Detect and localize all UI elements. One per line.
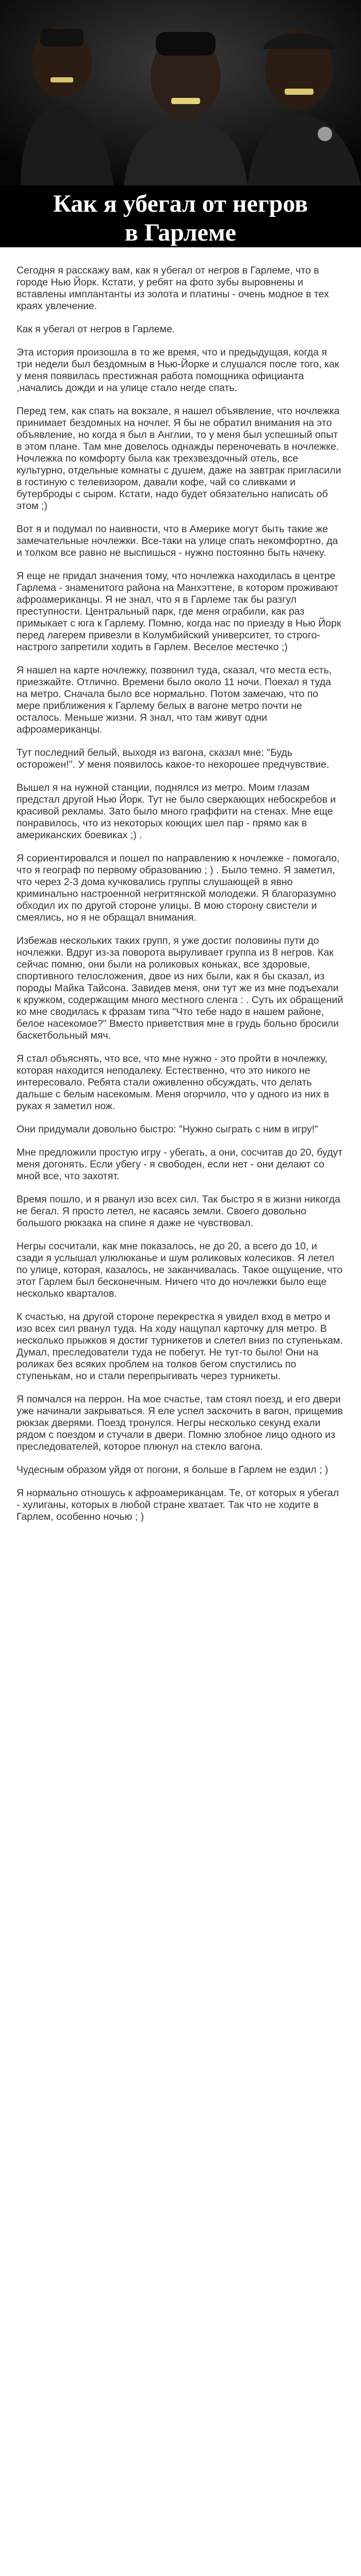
page-title bbox=[0, 190, 361, 247]
paragraph: Я нашел на карте ночлежку, позвонил туда, сказал, что места есть, приезжайте. Отлично. Времени было около 11 ночи. Поехал я туда на метро. Сначала было все нормально. Потом замечаю, что по мере приближения к Гарлему белых в вагоне метро почти не осталось. Меньше жизни. Я знал, что там живут одни афроамериканцы. bbox=[17, 665, 332, 735]
paragraph: Как я убегал от негров в Гарлеме. bbox=[17, 324, 175, 335]
paragraph: Эта история произошла в то же время, что и предыдущая, когда я три недели был бездомным в Нью-Йорке и слушался после того, как у меня появилась престижная работа помощника официанта ,начались дожди и на улице стало негде спать. bbox=[17, 347, 339, 394]
title-line-1: Как я убегал от негров bbox=[53, 190, 308, 217]
paragraph: Вышел я на нужной станции, поднялся из метро. Моим глазам предстал другой Нью Йорк. Тут не было сверкающих небоскребов и красивой рекламы. Зато было много граффити на стенах. Мне еще понравилось, что из некоторых коющих шел пар - прямо как в американских боевиках ;) . bbox=[17, 782, 336, 841]
paragraph: Негры сосчитали, как мне показалось, не до 20, а всего до 10, и сзади я услышал улюлюканье и шум роликовых колесиков. Я летел по улице, которая, казалось, не заканчивалась. Такое ощущение, что этот Гарлем был бесконечным. Ничего что до ночлежки было еще несколько кварталов. bbox=[17, 1241, 343, 1299]
paragraph: Я сориентировался и пошел по направлению к ночлежке - помогало, что я географ по первому образованию ; ) . Было темно. Я заметил, что через 2-3 дома кучковались группы слушающей в явно криминально настроенной негритянской молодежи. Я благоразумно обходил их по другой стороне улицы. В мою сторону свистели и смеялись, но я не обращал внимания. bbox=[17, 853, 340, 923]
title-line-2: в Гарлеме bbox=[125, 219, 236, 246]
paragraph: Чудесным образом уйдя от погони, я больше в Гарлем не ездил ; ) bbox=[17, 1464, 329, 1476]
hero-banner bbox=[0, 0, 361, 247]
paragraph: Избежав нескольких таких групп, я уже достиг половины пути до ночлежки. Вдруг из-за поворота выруливает группа из 8 негров. Как сейчас помню, они были на роликовых коньках, все здоровые, спортивного телосложения, двое из них были, как я бы сказал, из породы Майка Тайсона. Завидев меня, они тут же из мне подъехали к кружком, содержащим много местного сленга : . Суть их обращений ко мне сводилась к фразам типа "Что тебе надо в нашем районе, белое насекомое?" Вместо приветствия мне в грудь больно бросили баскетбольный мяч. bbox=[17, 935, 343, 1041]
paragraph: Время пошло, и я рванул изо всех сил. Так быстро я в жизни никогда не бегал. Я просто летел, не касаясь земли. Своего довольно большого рюкзака на спине я даже не чувствовал. bbox=[17, 1194, 340, 1229]
paragraph: Перед тем, как спать на вокзале, я нашел объявление, что ночлежка принимает бездомных на ночлег. Я бы не обратил внимания на это объявление, но когда я был в Англии, то у меня был успешный опыт в этом плане. Там мне довелось однажды переночевать в ночлежке. Ночлежка по комфорту была как трехзвездочный отель, все культурно, отдельные комнаты с душем, даже на завтрак пригласили в гостиную с телевизором, давали кофе, чай со сливками и бутерброды с сыром. Кстати, надо будет обязательно написать об этом ;) bbox=[17, 405, 341, 512]
paragraph: Я еще не придал значения тому, что ночлежка находилась в центре Гарлема - знаменитого района на Манхэттене, в котором проживают афроамериканцы. Я не знал, что я в Гарлеме так бы разгул преступности. Центральный парк, где меня ограбили, как раз примыкает с юга к Гарлему. Помню, когда нас по приезду в Нью Йорк перед лагерем привезли в Колумбийский университет, то строго-настрого запретили ходить в Гарлем. Веселое местечко ;) bbox=[17, 570, 341, 653]
paragraph: К счастью, на другой стороне перекрестка я увидел вход в метро и изо всех сил рванул туда. На ходу нащупал карточку для метро. В несколько прыжков я достиг турникетов и слетел вниз по ступенькам. Думал, преследователи туда не побегут. Не тут-то было! Они на роликах без всяких проблем на толков бегом спустились по ступенькам, но и стали перепрыгивать через турникеты. bbox=[17, 1311, 343, 1382]
paragraph: Они придумали довольно быстро: "Нужно сыграть с ним в игру!" bbox=[17, 1124, 318, 1135]
hero-photo bbox=[0, 0, 361, 185]
paragraph: Я стал объяснять, что все, что мне нужно - это пройти в ночлежку, которая находится неподалеку. Естественно, что это никого не интересовало. Ребята стали оживленно обсуждать, что делать дальше с белым насекомым. Меня огорчило, что у одного из них в руках я заметил нож. bbox=[17, 1053, 329, 1112]
article-body bbox=[17, 265, 344, 1534]
paragraph: Тут последний белый, выходя из вагона, сказал мне: "Будь осторожен!". У меня появилось какое-то нехорошее предчувствие. bbox=[17, 747, 330, 770]
paragraph: Мне предложили простую игру - убегать, а они, сосчитав до 20, будут меня догонять. Если убегу - я свободен, если нет - они делают со мной все, что захотят. bbox=[17, 1147, 343, 1182]
paragraph: Я нормально отношусь к афроамериканцам. Те, от которых я убегал - хулиганы, которых в любой стране хватает. Так что не ходите в Гарлем, особенно ночью ; ) bbox=[17, 1487, 339, 1522]
paragraph: Я помчался на перрон. На мое счастье, там стоял поезд, и его двери уже начинали закрываться. Я еле успел заскочить в вагон, прищемив рюкзак дверями. Поезд тронулся. Негры несколько секунд ехали рядом с поездом и стучали в двери. Помню злобное лицо одного из преследователей, которое плюнул на стекло вагона. bbox=[17, 1394, 343, 1452]
paragraph: Сегодня я расскажу вам, как я убегал от негров в Гарлеме, что в городе Нью Йорк. Кстати, у ребят на фото зубы выровнены и вставлены имплантанты из золота и платины - очень модное в тех краях увлечение. bbox=[17, 265, 329, 312]
paragraph: Вот я и подумал по наивности, что в Америке могут быть такие же замечательные ночлежки. Все-таки на улице спать некомфортно, да и толком все равно не выспишься - нужно постоянно быть начеку. bbox=[17, 523, 338, 558]
